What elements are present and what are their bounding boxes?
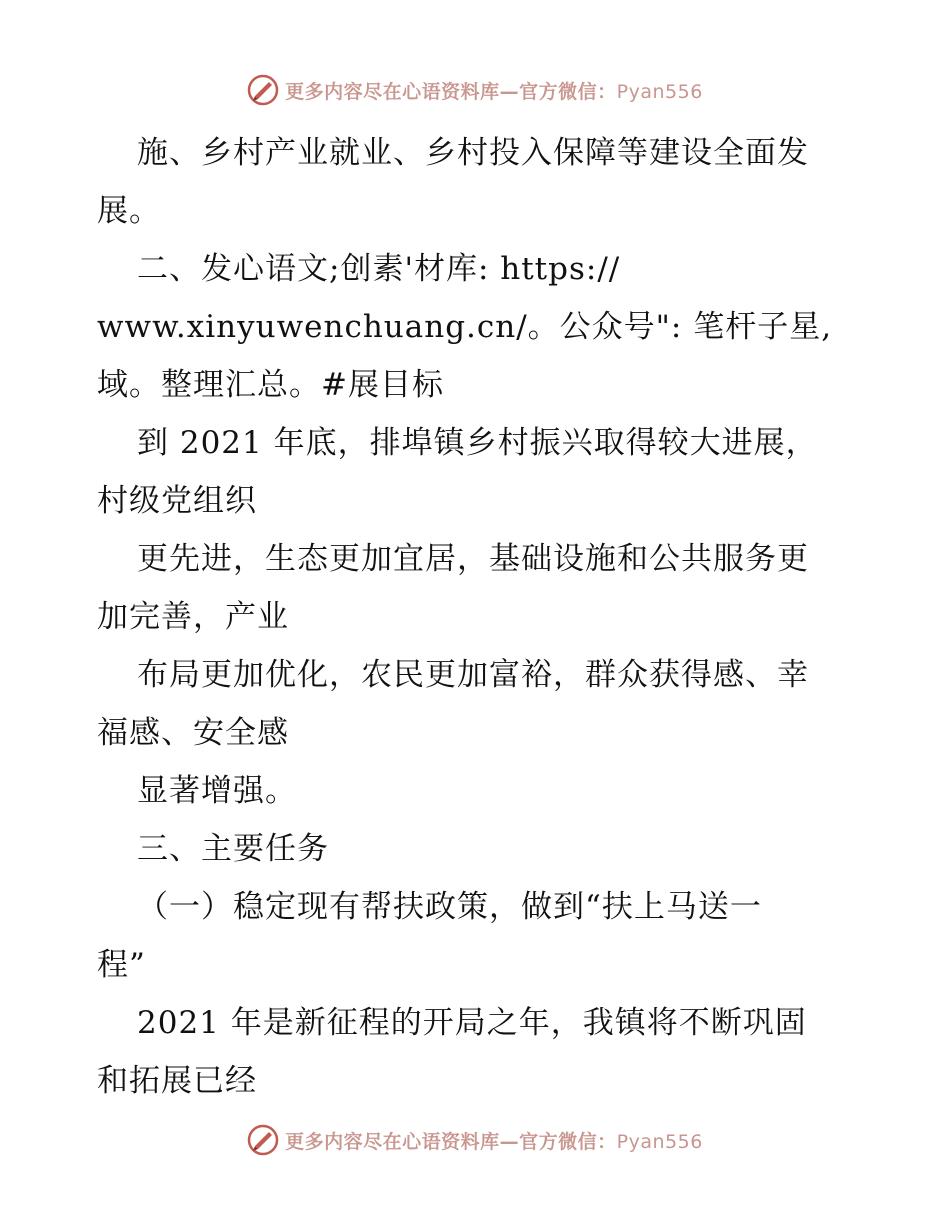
brand-logo-icon (247, 1124, 279, 1156)
banner-wechat-id: Pyan556 (616, 80, 703, 103)
text-line: 加完善，产业 (97, 599, 289, 635)
subsection-heading: （一）稳定现有帮扶政策，做到“扶上马送一 (137, 889, 762, 925)
banner-label: 更多内容尽在心语资料库—官方微信： (285, 1130, 617, 1153)
text-line: 福感、安全感 (97, 715, 289, 751)
footer-banner (0, 1122, 950, 1158)
text-line: 程” (97, 947, 146, 983)
text-line: 到 2021 年底，排埠镇乡村振兴取得较大进展， (137, 425, 818, 461)
text-line: 展。 (97, 193, 161, 229)
header-banner (0, 72, 950, 108)
text-line: www.xinyuwenchuang.cn/。公众号": 笔杆子星, (97, 309, 833, 345)
banner-wechat-id: Pyan556 (616, 1130, 703, 1153)
text-line: 显著增强。 (137, 773, 297, 809)
text-line: 和拓展已经 (97, 1063, 257, 1099)
text-line: 域。整理汇总。#展目标 (97, 367, 444, 403)
text-line: 更先进，生态更加宜居，基础设施和公共服务更 (137, 541, 809, 577)
banner-text (285, 77, 703, 104)
section-heading: 三、主要任务 (137, 831, 329, 867)
brand-logo-icon (247, 74, 279, 106)
text-line: 施、乡村产业就业、乡村投入保障等建设全面发 (137, 135, 809, 171)
text-line: 布局更加优化，农民更加富裕，群众获得感、幸 (137, 657, 809, 693)
text-line: 2021 年是新征程的开局之年，我镇将不断巩固 (137, 1005, 807, 1041)
banner-text (285, 1127, 703, 1154)
banner-label: 更多内容尽在心语资料库—官方微信： (285, 80, 617, 103)
text-line: 二、发心语文;创素'材库: https:// (137, 251, 621, 287)
text-line: 村级党组织 (97, 483, 257, 519)
document-body (97, 124, 857, 1110)
